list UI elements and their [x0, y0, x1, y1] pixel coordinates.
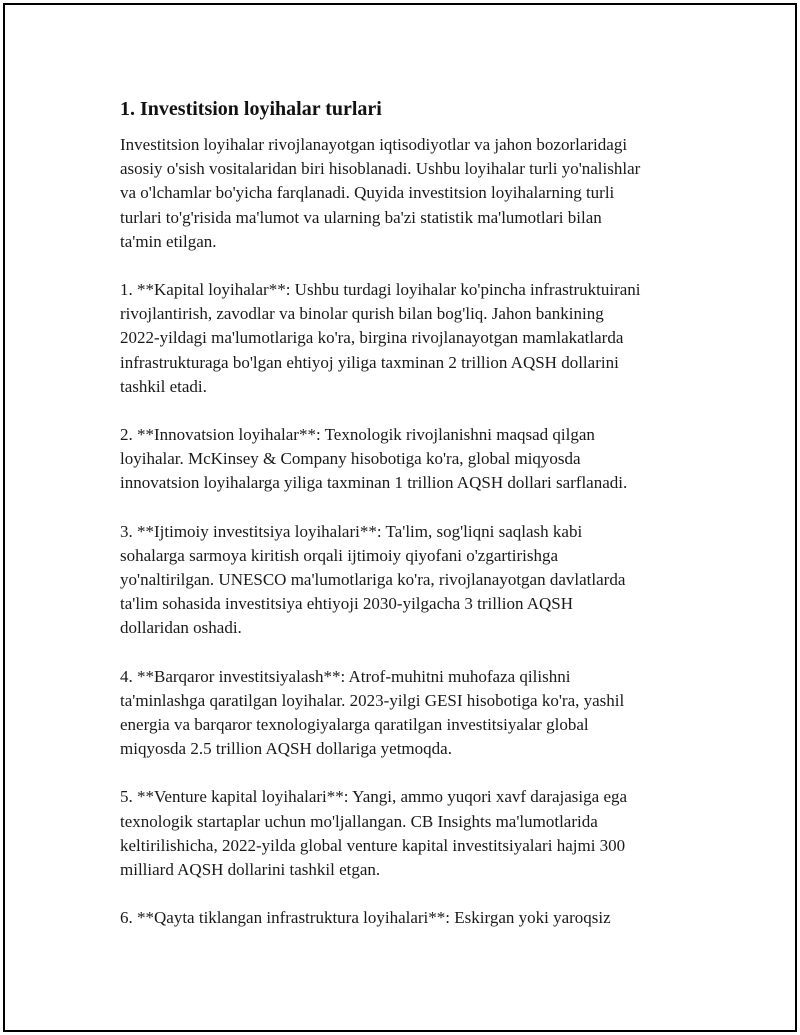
list-item-social-investment [120, 520, 700, 641]
text-line: sohalarga sarmoya kiritish orqali ijtimoiy qiyofani o'zgartirishga [120, 545, 559, 565]
text-line: 1. **Kapital loyihalar**: Ushbu turdagi loyihalar ko'pincha infrastruktuirani [120, 280, 641, 300]
text-line: ta'lim sohasida investitsiya ehtiyoji 2030-yilgacha 3 trillion AQSH [120, 594, 574, 614]
list-item-restored-infrastructure [120, 906, 700, 930]
text-line: innovatsion loyihalarga yiliga taxminan 1 trillion AQSH dollari sarflanadi. [120, 473, 628, 493]
text-line: keltirilishicha, 2022-yilda global venture kapital investitsiyalari hajmi 300 [120, 835, 626, 855]
text-line: asosiy o'sish vositalaridan biri hisoblanadi. Ushbu loyihalar turli yo'nalishlar [120, 159, 641, 179]
text-line: tashkil etadi. [120, 376, 207, 396]
intro-paragraph [120, 133, 700, 254]
text-line: 5. **Venture kapital loyihalari**: Yangi, ammo yuqori xavf darajasiga ega [120, 787, 628, 807]
list-item-sustainable-investing [120, 665, 700, 762]
list-item-venture-capital [120, 785, 700, 882]
text-line: ta'min etilgan. [120, 231, 217, 251]
text-line: energia va barqaror texnologiyalarga qaratilgan investitsiyalar global [120, 715, 589, 735]
text-line: 4. **Barqaror investitsiyalash**: Atrof-muhitni muhofaza qilishni [120, 666, 571, 686]
text-line: 2. **Innovatsion loyihalar**: Texnologik rivojlanishni maqsad qilgan [120, 425, 595, 445]
text-line: 6. **Qayta tiklangan infrastruktura loyihalari**: Eskirgan yoki yaroqsiz [120, 908, 611, 928]
list-item-capital-projects [120, 278, 700, 399]
page-frame [3, 3, 797, 1032]
text-line: 3. **Ijtimoiy investitsiya loyihalari**: Ta'lim, sog'liqni saqlash kabi [120, 521, 583, 541]
text-line: texnologik startaplar uchun mo'ljallangan. CB Insights ma'lumotlarida [120, 811, 598, 831]
text-line: Investitsion loyihalar rivojlanayotgan iqtisodiyotlar va jahon bozorlaridagi [120, 135, 628, 154]
text-line: milliard AQSH dollarini tashkil etgan. [120, 860, 381, 880]
text-line: infrastrukturaga bo'lgan ehtiyoj yiliga taxminan 2 trillion AQSH dollarini [120, 352, 619, 372]
text-line: dollaridan oshadi. [120, 618, 242, 638]
text-line: loyihalar. McKinsey & Company hisobotiga ko'ra, global miqyosda [120, 449, 581, 469]
text-line: ta'minlashga qaratilgan loyihalar. 2023-yilgi GESI hisobotiga ko'ra, yashil [120, 690, 625, 710]
text-line: 2022-yildagi ma'lumotlariga ko'ra, birgina rivojlanayotgan mamlakatlarda [120, 328, 624, 348]
document-body [120, 95, 700, 954]
text-line: rivojlantirish, zavodlar va binolar qurish bilan bog'liq. Jahon bankining [120, 304, 604, 324]
text-line: yo'naltirilgan. UNESCO ma'lumotlariga ko'ra, rivojlanayotgan davlatlarda [120, 570, 626, 590]
text-line: va o'lchamlar bo'yicha farqlanadi. Quyida investitsion loyihalarning turli [120, 183, 615, 203]
text-line: miqyosda 2.5 trillion AQSH dollariga yetmoqda. [120, 739, 452, 759]
text-line: turlari to'g'risida ma'lumot va ularning ba'zi statistik ma'lumotlari bilan [120, 207, 602, 227]
list-item-innovation-projects [120, 423, 700, 496]
section-heading: 1. Investitsion loyihalar turlari [120, 98, 382, 120]
